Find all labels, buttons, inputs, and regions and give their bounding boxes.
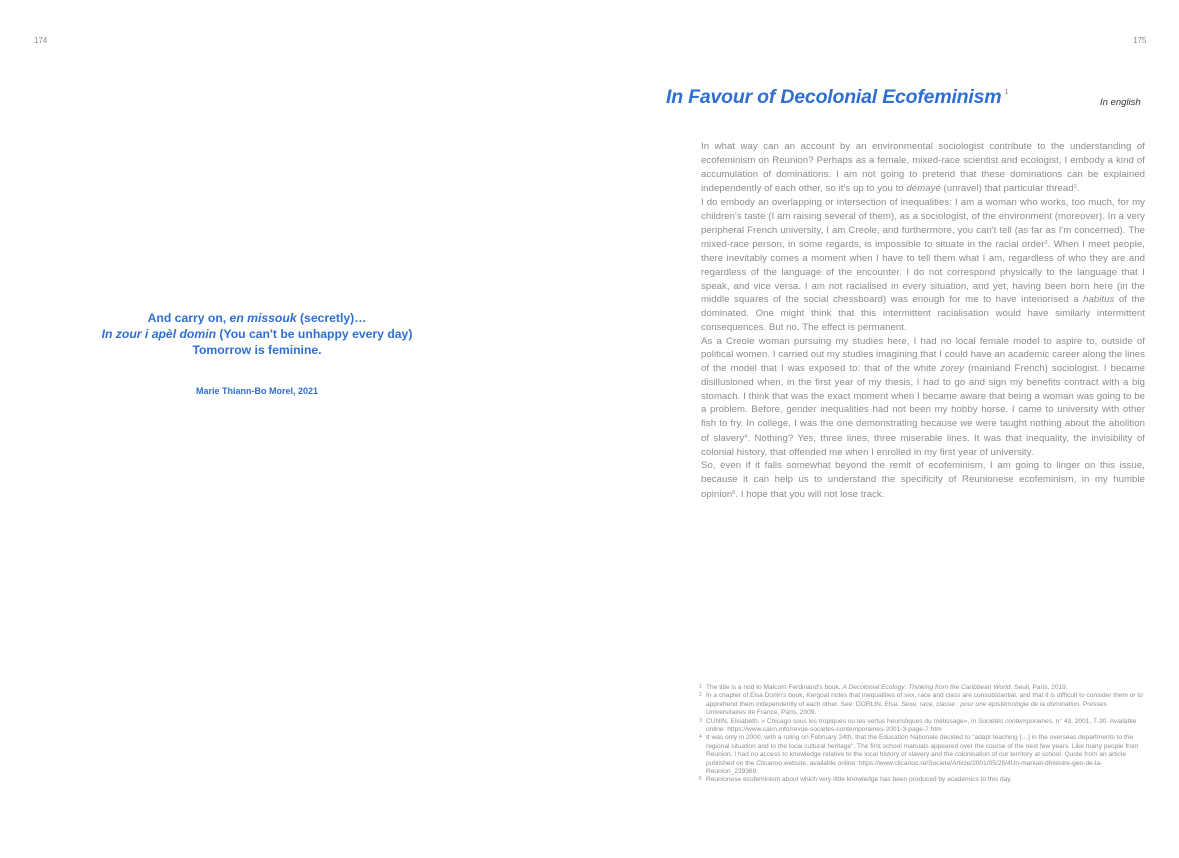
- quote-line-2: In zour i apèl domin (You can't be unhappy every day): [101, 327, 413, 341]
- paragraph-2: I do embody an overlapping or intersection of inequalities: I am a woman who works, too much, for my children's taste (I am raising several of them), as a sociologist, of the environment (moreover). In a very peripheral French university, I am Creole, and furthermore, you can't tell (as far as I'm concerned). The mixed-race person, in some regards, is impossible to situate in the racial order$^3$. When I meet people, there inevitably comes a moment when I have to tell them what I am, regardless of who they are and regardless of the language of the encounter. I do not correspond physically to the language that I speak, and vice versa. I am not racialised in every situation, and yet, having been born here (in the middle squares of the social chessboard) was enough for me to have interiorised a habitus of the dominated. One might think that this intermittent racialisation would have similarly intermittent consequences. But no. The effect is permanent.: [701, 197, 1145, 333]
- footnotes: [699, 684, 1145, 785]
- footnote-1: 1 The title is a nod to Malcom Ferdinand's book, A Decolonial Ecology: Thinking from the Caribbean World. Seuil, Paris, 2019.: [699, 684, 1068, 691]
- language-label: In english: [1100, 97, 1141, 108]
- page-number-left: 174: [34, 36, 48, 45]
- article-body: [701, 140, 1145, 502]
- footnote-4: 4 It was only in 2000, with a ruling on February 24th, that the Education Nationale decided to "adapt teaching […] in the overseas departments to the regional situation and to the local cultural heritage". The first school manuals appeared over the course of the next few years. Like many people from Reunion, I had no access to knowledge relative to the local history of slavery and the colonisation of our territory at school. Quote from an article published on the Clicanoo website, available online: https://www.clicanoo.re/Societe/Article/2001/05/28/4Un-manuel-dhistoire-geo-de-la-Reunion_239369: [699, 734, 1139, 776]
- page-number-right: 175: [1133, 36, 1147, 45]
- footnote-ref-4: 4: [744, 433, 748, 440]
- quote-attribution: Marie Thiann-Bo Morel, 2021: [195, 386, 319, 396]
- footnote-2: 2 In a chapter of Elsa Dorlin's book, Kergoat notes that inequalities of sex, race and class are consubstantial, and that it is difficult to consider them or to apprehend them independently of each other. See: DORLIN, Elsa. Sexe, race, classe : pour une épistémologie de la domination. Presses Universitaires de France, Paris, 2009.: [699, 692, 1143, 717]
- footnote-ref-5: 5: [732, 489, 736, 496]
- article-title: In Favour of Decolonial Ecofeminism $^1$: [666, 86, 1009, 108]
- paragraph-4: So, even if it falls somewhat beyond the remit of ecofeminism, I am going to linger on this issue, because it can help us to understand the specificity of Reunionese ecofeminism, in my humble opinion$^5$. I hope that you will not lose track.: [701, 460, 1145, 500]
- footnote-3: 3 CUNIN, Elisabeth. « Chicago sous les tropiques ou les vertus heuristiques du métissage», in Sociétés contemporaines, n° 43, 2001, 7-30. Available online: https://www.cairn.info/revue-societes-contemporaines-2001-3-page-7.htm: [699, 717, 1137, 734]
- title-footnote-ref: 1: [1004, 89, 1009, 96]
- paragraph-3: As a Creole woman pursuing my studies here, I had no local female model to aspire to, outside of political women. I carried out my studies imagining that I could have an academic career along the lines of the model that I was exposed to: that of the white zorey (mainland French) sociologist. I became disillusioned when, in the first year of my thesis, I had to go and sign my benefits contract with a big stomach. I think that was the exact moment when I became aware that being a woman was going to be a problem. Before, gender inequalities had not been my hobby horse. I came to university with other fish to fry. In college, I was the one demonstrating because we were taught nothing about the abolition of slavery$^4$. Nothing? Yes, three lines, three miserable lines. It was that inequality, the invisibility of colonial history, that offended me when I enrolled in my first year of university.: [701, 335, 1146, 458]
- footnote-ref-2: 2: [1073, 184, 1077, 191]
- footnote-5: 5 Reunionese ecofeminism about which very little knowledge has been produced by academics to this day.: [699, 776, 1012, 784]
- quote-line-1: And carry on, en missouk (secretly)…: [147, 311, 367, 325]
- epigraph-quote: [72, 310, 442, 358]
- quote-line-3: Tomorrow is feminine.: [192, 343, 322, 357]
- paragraph-1: In what way can an account by an environmental sociologist contribute to the understanding of ecofeminism on Reunion? Perhaps as a female, mixed-race scientist and ecologist, I embody a kind of accumulation of dominations. I am not going to pretend that these dominations can be explained independently of each other, so it's up to you to démayé (unravel) that particular thread$^2$.: [701, 141, 1145, 195]
- footnote-ref-3: 3: [1044, 240, 1048, 247]
